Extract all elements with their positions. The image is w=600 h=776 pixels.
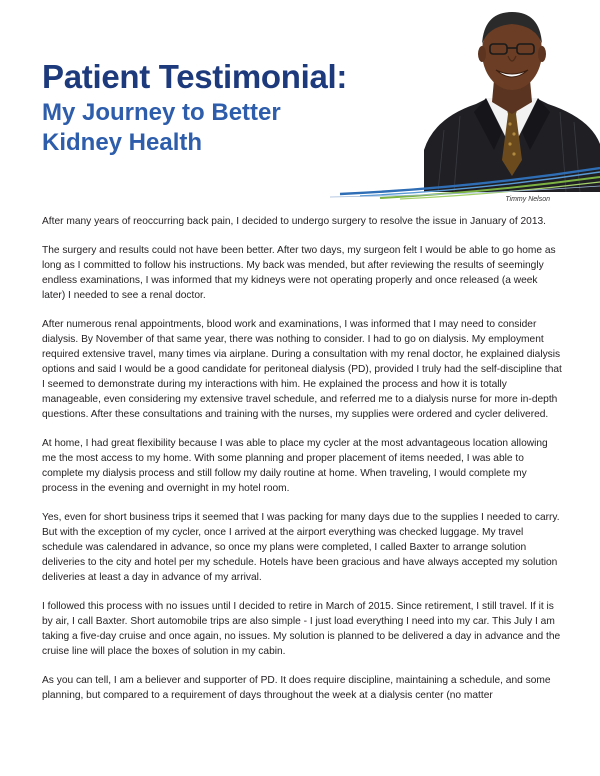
paragraph: After numerous renal appointments, blood work and examinations, I was informed that I may need to consider dialysis. By November of that same year, there was nothing to consider. I had to go on dialysis. My employment required extensive travel, many times via airplane. During a consultation with my renal doctor, he explained dialysis options and said I would be a good candidate for peritoneal dialysis (PD), provided I truly had the self-discipline that I seemed to demonstrate during my interactions with him. He explained the process and how it is totally manageable, even considering my extensive travel schedule, and referred me to a dialysis nurse for more in-depth questions. After these consultations and training with the nurses, my supplies were ordered and cycler delivered.: [42, 319, 562, 420]
paragraph: After many years of reoccurring back pain, I decided to undergo surgery to resolve the issue in January of 2013.: [42, 216, 546, 227]
paragraph: At home, I had great flexibility because I was able to place my cycler at the most advantageous location allowing me the most access to my home. With some planning and proper placement of items needed, I was able to complete my dialysis process and still follow my daily routine at home. When traveling, I would complete my process in the evening and overnight in my hotel room.: [42, 438, 548, 494]
subtitle-line-1: My Journey to Better: [42, 99, 281, 126]
paragraph: The surgery and results could not have been better. After two days, my surgeon felt I would be able to go home as long as I committed to follow his instructions. My back was mended, but after reviewing the results of seemingly endless examinations, I was informed that my kidneys were not operating properly and once released (a week later) I needed to see a renal doctor.: [42, 245, 556, 301]
photo-caption: Timmy Nelson: [505, 196, 550, 203]
subtitle-line-2: Kidney Health: [42, 129, 203, 156]
testimonial-body: [42, 214, 562, 717]
paragraph: Yes, even for short business trips it seemed that I was packing for many days due to the supplies I needed to carry. But with the exception of my cycler, once I arrived at the airport everything was checked luggage. My travel schedule was calendared in advance, so once my plans were completed, I called Baxter to arrange solution deliveries to the city and hotel per my schedule. Hotels have been gracious and have always accepted my solution deliveries at least a day in advance of my arrival.: [42, 512, 560, 583]
page-title: Patient Testimonial:: [42, 58, 348, 95]
paragraph: I followed this process with no issues until I decided to retire in March of 2015. Since retirement, I still travel. If it is by air, I call Baxter. Short automobile trips are also simple - I just load everything I need into my car. This July I am taking a five-day cruise and once again, no issues. My solution is planned to be delivered a day in advance and the cruise line will place the boxes of solution in my cabin.: [42, 601, 561, 657]
page-subtitle: [42, 98, 281, 158]
paragraph: As you can tell, I am a believer and supporter of PD. It does require discipline, maintaining a schedule, and some planning, but compared to a requirement of days throughout the week at a dialysis center (no matter: [42, 675, 551, 701]
